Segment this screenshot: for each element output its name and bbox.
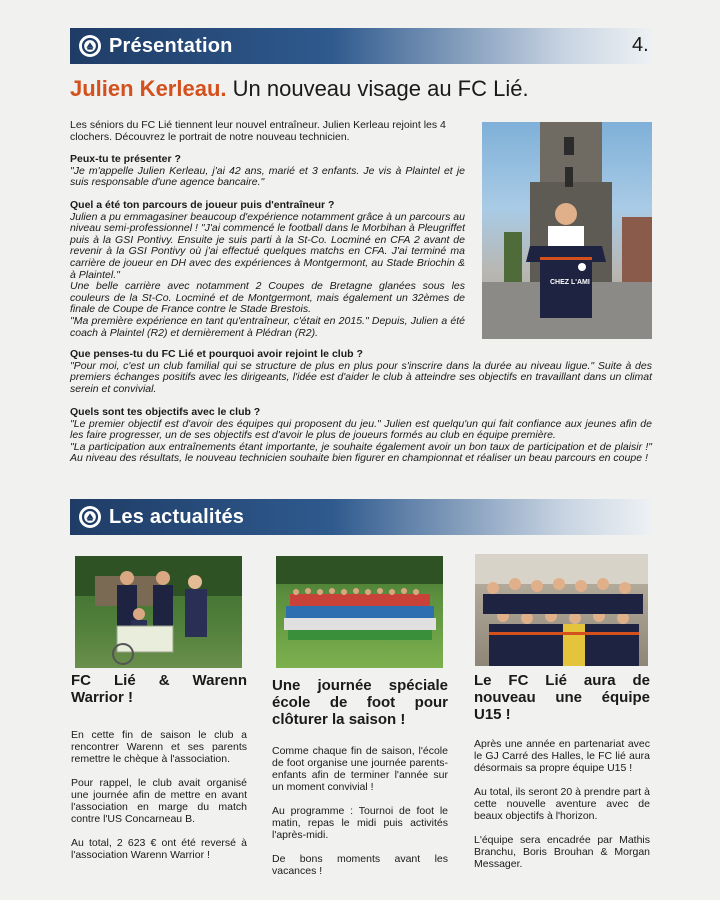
news-paragraph: Pour rappel, le club avait organisé une journée afin de mettre en avant l'association en marge du match contre l'US Concarneau B. [71, 777, 247, 825]
news-paragraph: Au total, 2 623 € ont été reversé à l'association Warenn Warrior ! [71, 837, 247, 861]
interview-question: Quels sont tes objectifs avec le club ? [70, 406, 261, 418]
news-paragraph: Au total, ils seront 20 à prendre part à cette nouvelle aventure avec de beaux objectifs à l'horizon. [474, 786, 650, 822]
interview-answer: "Pour moi, c'est un club familial qui se structure de plus en plus pour s'inscrire dans la durée au niveau ligue." Suite à des premiers échanges positifs avec les dirigeants, l'idée est d'aider le club à atteindre ses objectifs en travaillant dans un climat serein et convivial. [70, 359, 652, 395]
interview-answer: "Je m'appelle Julien Kerleau, j'ai 42 ans, marié et 3 enfants. Je vis à Plaintel et je suis responsable d'une agence bancaire." [70, 164, 465, 189]
interview-question: Quel a été ton parcours de joueur puis d'entraîneur ? [70, 199, 335, 211]
article-headline [70, 76, 529, 102]
page-number: 4. [632, 34, 649, 56]
interview-question: Peux-tu te présenter ? [70, 153, 181, 165]
interview-block [70, 200, 465, 339]
news-photo-ecole-de-foot [276, 556, 443, 668]
interview-question: Que penses-tu du FC Lié et pourquoi avoir rejoint le club ? [70, 348, 363, 360]
article-intro: Les séniors du FC Lié tiennent leur nouvel entraîneur. Julien Kerleau rejoint les 4 clochers. Découvrez le portrait de notre nouveau technicien. [70, 119, 446, 143]
news-paragraph: Au programme : Tournoi de foot le matin, repas le midi puis activités l'après-midi. [272, 805, 448, 841]
news-article [474, 672, 650, 882]
news-paragraph: En cette fin de saison le club a rencontrer Warenn et ses parents remettre le chèque à l'association. [71, 729, 247, 765]
news-paragraph: L'équipe sera encadrée par Mathis Branchu, Boris Brouhan & Morgan Messager. [474, 834, 650, 870]
club-crest-icon [79, 35, 101, 57]
interview-answer: "Le premier objectif est d'avoir des équipes qui proposent du jeu." Julien est quelqu'un qui fait confiance aux jeunes afin de les faire progresser, un de ses objectifs est d'avoir le plus de joueurs formés au club en équipe première. "La participation aux entraînements étant importante, je souhaite également avoir un bon taux de participation et de plaisir !" Au niveau des résultats, le nouveau technicien souhaite bien figurer en championnat et réaliser un beau parcours en coupe ! [70, 417, 652, 465]
news-paragraph: De bons moments avant les vacances ! [272, 853, 448, 877]
news-title: Le FC Lié aura de nouveau une équipe U15 ! [474, 672, 650, 723]
section-banner-news [70, 499, 652, 535]
news-paragraph: Après une année en partenariat avec le GJ Carré des Halles, le FC lié aura désormais sa propre équipe U15 ! [474, 738, 650, 774]
news-title: FC Lié & Warenn Warrior ! [71, 672, 247, 706]
news-paragraph: Comme chaque fin de saison, l'école de foot organise une journée parents-enfants afin de terminer l'année sur un moment convivial ! [272, 745, 448, 793]
interview-block [70, 349, 652, 395]
section-title: Les actualités [109, 505, 245, 528]
news-photo-u15 [475, 554, 648, 666]
headline-rest: Un nouveau visage au FC Lié. [226, 76, 529, 101]
news-article [272, 677, 448, 889]
news-article [71, 672, 247, 873]
club-crest-icon [79, 506, 101, 528]
news-photo-warenn [75, 556, 242, 668]
coach-photo [482, 122, 652, 339]
section-title: Présentation [109, 34, 233, 57]
section-banner-presentation [70, 28, 652, 64]
interview-block [70, 407, 652, 465]
news-title: Une journée spéciale école de foot pour clôturer la saison ! [272, 677, 448, 728]
interview-block [70, 154, 465, 189]
headline-name: Julien Kerleau. [70, 76, 227, 101]
interview-answer: Julien a pu emmagasiner beaucoup d'expérience notamment grâce à un parcours au niveau semi-professionnel ! "J'ai commencé le football dans le Morbihan à Pleugriffet puis à la GSI Pontivy. Ensuite je suis parti à la St-Co. Locminé en CFA 2 avant de revenir à la GSI Pontivy où j'ai effectué quelques matchs en CFA. J'ai terminé ma carrière de joueur en DH avec des expériences à Montgermont, au Stade Briochin & à Plaintel." Une belle carrière avec notamment 2 Coupes de Bretagne glanées sous les couleurs de la St-Co. Locminé et de Montgermont, mais également un 32èmes de finale de Coupe de France contre le Stade Brestois. "Ma première expérience en tant qu'entraîneur, c'était en 2015." Depuis, Julien a été coach à Plaintel (R2) et dernièrement à Plédran (R2). [70, 210, 465, 339]
jersey-sponsor-text: CHEZ L'AMI [550, 279, 590, 286]
